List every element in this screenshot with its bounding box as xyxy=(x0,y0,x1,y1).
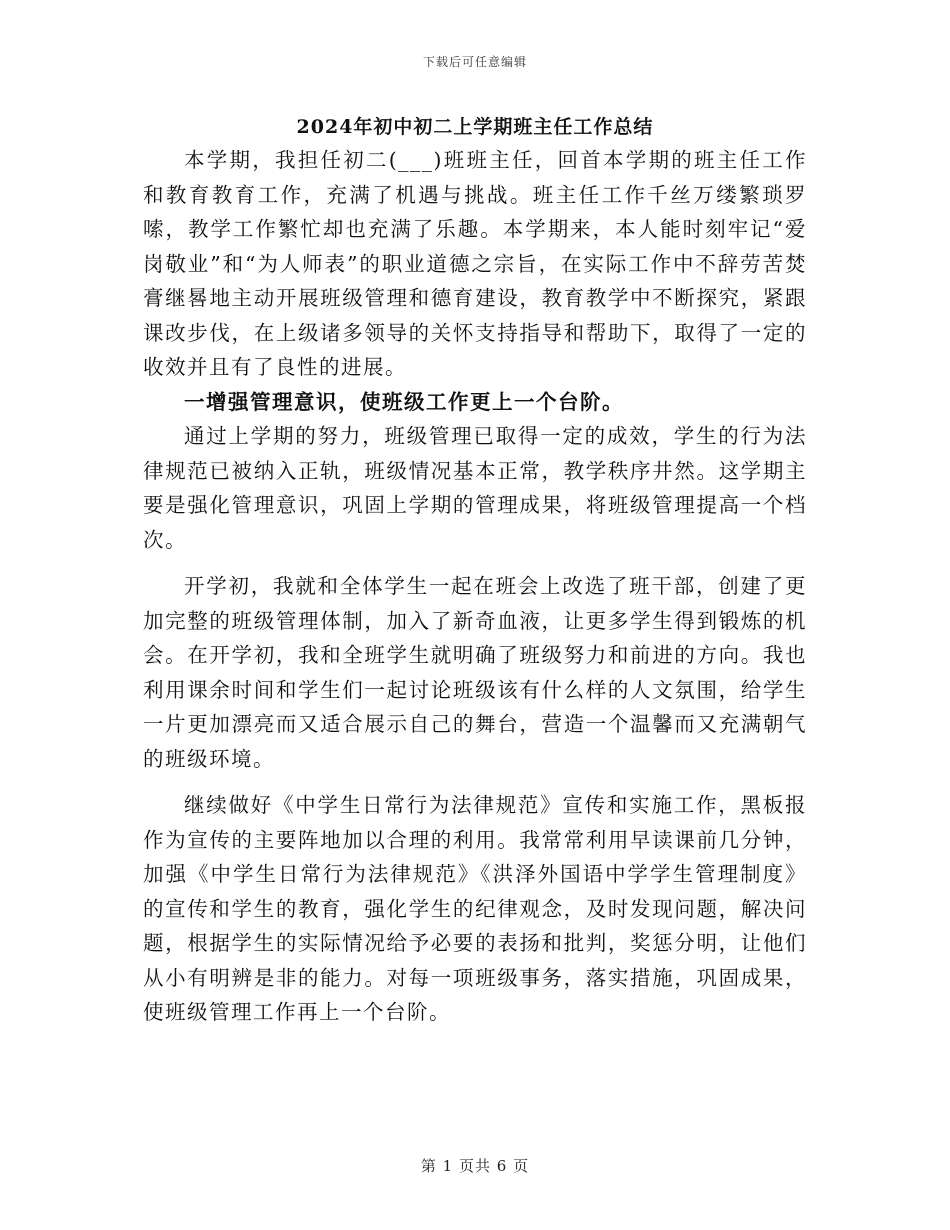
document-body xyxy=(143,113,807,1030)
paragraph-management: 通过上学期的努力，班级管理已取得一定的成效，学生的行为法律规范已被纳入正轨，班级情况基本正常，教学秩序井然。这学期主要是强化管理意识，巩固上学期的管理成果，将班级管理提高一个档次。 xyxy=(143,424,807,552)
header-note: 下载后可任意编辑 xyxy=(422,55,527,69)
paragraph-class-cadre: 开学初，我就和全体学生一起在班会上改选了班干部，创建了更加完整的班级管理体制，加入了新奇血液，让更多学生得到锻炼的机会。在开学初，我和全班学生就明确了班级努力和前进的方向。我也利用课余时间和学生们一起讨论班级该有什么样的人文氛围，给学生一片更加漂亮而又适合展示自己的舞台，营造一个温馨而又充满朝气的班级环境。 xyxy=(143,574,807,771)
page-number: 第 1 页共 6 页 xyxy=(420,1157,530,1175)
section-heading: 一增强管理意识，使班级工作更上一个台阶。 xyxy=(184,389,624,414)
paragraph-intro: 本学期，我担任初二(___)班班主任，回首本学期的班主任工作和教育教育工作，充满了机遇与挑战。班主任工作千丝万缕繁琐罗嗦，教学工作繁忙却也充满了乐趣。本学期来，本人能时刻牢记“爱岗敬业”和“为人师表”的职业道德之宗旨，在实际工作中不辞劳苦焚膏继晷地主动开展班级管理和德育建设，教育教学中不断探究，紧跟课改步伐，在上级诸多领导的关怀支持指导和帮助下，取得了一定的收效并且有了良性的进展。 xyxy=(143,148,807,379)
paragraph-regulations: 继续做好《中学生日常行为法律规范》宣传和实施工作，黑板报作为宣传的主要阵地加以合理的利用。我常常利用早读课前几分钟，加强《中学生日常行为法律规范》《洪泽外国语中学学生管理制度》的宣传和学生的教育，强化学生的纪律观念，及时发现问题，解决问题，根据学生的实际情况给予必要的表扬和批判，奖惩分明，让他们从小有明辨是非的能力。对每一项班级事务，落实措施，巩固成果，使班级管理工作再上一个台阶。 xyxy=(143,793,807,1024)
document-title: 2024年初中初二上学期班主任工作总结 xyxy=(296,116,654,138)
